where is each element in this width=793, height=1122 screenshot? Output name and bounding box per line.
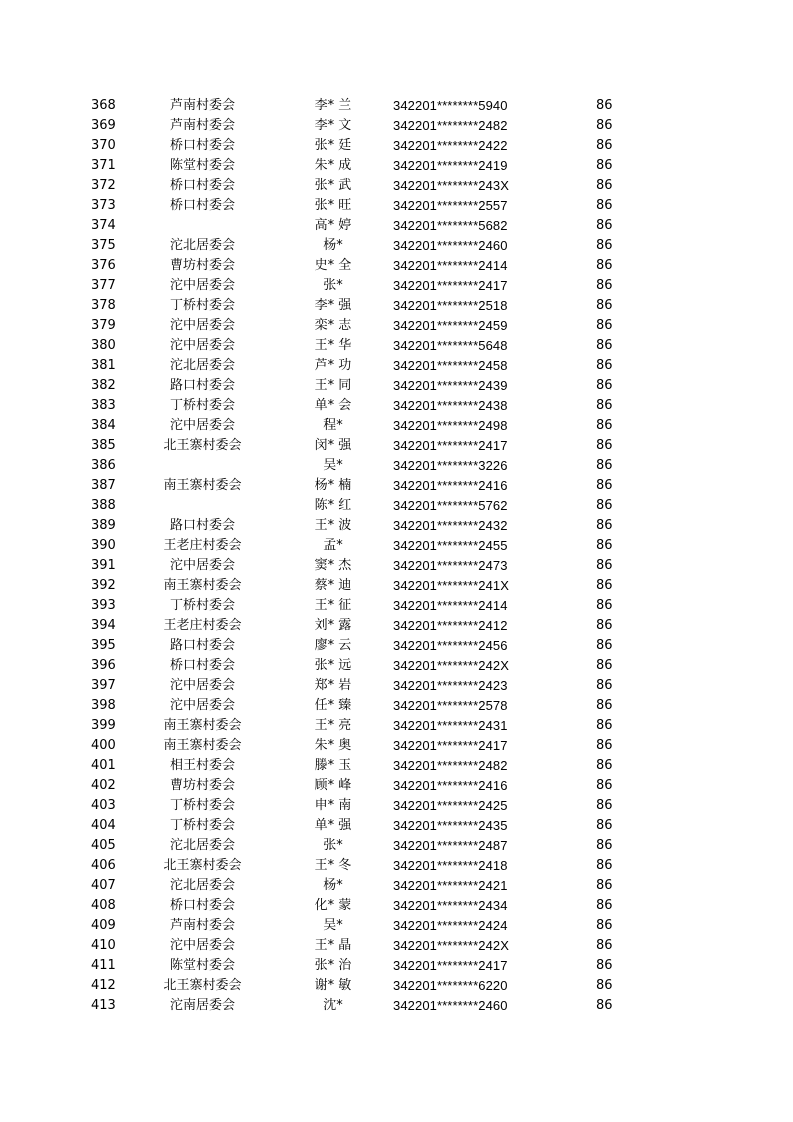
committee-name: 丁桥村委会 [169, 798, 235, 813]
id-number: 342201********2482 [393, 118, 508, 133]
id-number: 342201********2417 [393, 958, 508, 973]
row-number: 410 [91, 938, 116, 953]
id-number: 342201********2417 [393, 738, 508, 753]
committee-name: 桥口村委会 [169, 138, 235, 153]
score: 86 [596, 918, 613, 933]
row-number: 379 [91, 318, 116, 333]
id-number: 342201********5940 [393, 98, 508, 113]
score: 86 [596, 158, 613, 173]
row-number: 403 [91, 798, 116, 813]
id-number: 342201********2518 [393, 298, 508, 313]
person-name: 张* 廷 [314, 138, 352, 153]
committee-name: 沱北居委会 [169, 358, 235, 373]
committee-name: 沱北居委会 [169, 878, 235, 893]
score: 86 [596, 298, 613, 313]
committee-name: 桥口村委会 [169, 658, 235, 673]
score: 86 [596, 418, 613, 433]
score: 86 [596, 238, 613, 253]
table-row [0, 456, 793, 476]
row-number: 386 [91, 458, 116, 473]
person-name: 窦* 杰 [314, 558, 352, 573]
id-number: 342201********2455 [393, 538, 508, 553]
person-name: 任* 臻 [314, 698, 352, 713]
id-number: 342201********2438 [393, 398, 508, 413]
row-number: 376 [91, 258, 116, 273]
committee-name: 曹坊村委会 [169, 778, 235, 793]
committee-name: 王老庄村委会 [163, 538, 242, 553]
committee-name: 芦南村委会 [169, 918, 235, 933]
committee-name: 相王村委会 [169, 758, 235, 773]
table-row [0, 816, 793, 836]
table-row [0, 836, 793, 856]
committee-name: 王老庄村委会 [163, 618, 242, 633]
person-name: 孟* [323, 538, 343, 553]
id-number: 342201********2578 [393, 698, 508, 713]
id-number: 342201********242X [393, 938, 510, 953]
table-row [0, 496, 793, 516]
person-name: 史* 全 [314, 258, 352, 273]
id-number: 342201********2458 [393, 358, 508, 373]
table-row [0, 616, 793, 636]
row-number: 412 [91, 978, 116, 993]
person-name: 王* 华 [314, 338, 352, 353]
score: 86 [596, 858, 613, 873]
person-name: 王* 晶 [314, 938, 352, 953]
score: 86 [596, 818, 613, 833]
person-name: 杨* [323, 878, 343, 893]
table-row [0, 536, 793, 556]
row-number: 391 [91, 558, 116, 573]
committee-name: 芦南村委会 [169, 98, 235, 113]
row-number: 369 [91, 118, 116, 133]
row-number: 382 [91, 378, 116, 393]
person-name: 郑* 岩 [314, 678, 352, 693]
score: 86 [596, 278, 613, 293]
person-name: 刘* 露 [314, 618, 352, 633]
committee-name: 桥口村委会 [169, 198, 235, 213]
committee-name: 丁桥村委会 [169, 818, 235, 833]
committee-name: 沱中居委会 [169, 698, 235, 713]
person-name: 蔡* 迪 [314, 578, 352, 593]
committee-name: 南王寨村委会 [163, 578, 242, 593]
table-row [0, 916, 793, 936]
id-number: 342201********5762 [393, 498, 508, 513]
person-name: 申* 南 [314, 798, 352, 813]
id-number: 342201********2460 [393, 238, 508, 253]
table-row [0, 936, 793, 956]
table-row [0, 956, 793, 976]
row-number: 397 [91, 678, 116, 693]
row-number: 387 [91, 478, 116, 493]
id-number: 342201********2419 [393, 158, 508, 173]
person-name: 高* 婷 [314, 218, 352, 233]
score: 86 [596, 838, 613, 853]
row-number: 374 [91, 218, 116, 233]
id-number: 342201********2432 [393, 518, 508, 533]
person-name: 廖* 云 [314, 638, 352, 653]
row-number: 389 [91, 518, 116, 533]
score: 86 [596, 458, 613, 473]
id-number: 342201********2498 [393, 418, 508, 433]
row-number: 408 [91, 898, 116, 913]
score: 86 [596, 938, 613, 953]
row-number: 395 [91, 638, 116, 653]
row-number: 375 [91, 238, 116, 253]
table-row [0, 236, 793, 256]
table-row [0, 876, 793, 896]
table-row [0, 396, 793, 416]
table-row [0, 716, 793, 736]
row-number: 390 [91, 538, 116, 553]
row-number: 402 [91, 778, 116, 793]
score: 86 [596, 738, 613, 753]
id-number: 342201********2418 [393, 858, 508, 873]
table-row [0, 296, 793, 316]
table-row [0, 796, 793, 816]
score: 86 [596, 518, 613, 533]
score: 86 [596, 638, 613, 653]
person-name: 陈* 红 [314, 498, 352, 513]
person-name: 朱* 奥 [314, 738, 352, 753]
row-number: 377 [91, 278, 116, 293]
person-name: 程* [323, 418, 343, 433]
committee-name: 丁桥村委会 [169, 298, 235, 313]
row-number: 371 [91, 158, 116, 173]
row-number: 372 [91, 178, 116, 193]
row-number: 380 [91, 338, 116, 353]
committee-name: 丁桥村委会 [169, 598, 235, 613]
score: 86 [596, 798, 613, 813]
committee-name: 曹坊村委会 [169, 258, 235, 273]
table-row [0, 416, 793, 436]
id-number: 342201********2425 [393, 798, 508, 813]
person-name: 吴* [323, 918, 343, 933]
id-number: 342201********2435 [393, 818, 508, 833]
committee-name: 沱北居委会 [169, 238, 235, 253]
table-row [0, 276, 793, 296]
table-row [0, 316, 793, 336]
table-row [0, 976, 793, 996]
row-number: 413 [91, 998, 116, 1013]
score: 86 [596, 778, 613, 793]
committee-name: 路口村委会 [169, 518, 235, 533]
person-name: 杨* [323, 238, 343, 253]
score: 86 [596, 98, 613, 113]
score: 86 [596, 358, 613, 373]
person-name: 王* 同 [314, 378, 352, 393]
table-row [0, 356, 793, 376]
id-number: 342201********2414 [393, 258, 508, 273]
id-number: 342201********243X [393, 178, 510, 193]
person-name: 李* 文 [314, 118, 352, 133]
person-name: 张* [323, 838, 343, 853]
person-name: 闵* 强 [314, 438, 352, 453]
table-row [0, 756, 793, 776]
person-name: 谢* 敏 [314, 978, 352, 993]
person-name: 单* 会 [314, 398, 352, 413]
row-number: 393 [91, 598, 116, 613]
row-number: 406 [91, 858, 116, 873]
score: 86 [596, 718, 613, 733]
row-number: 411 [91, 958, 116, 973]
committee-name: 沱中居委会 [169, 558, 235, 573]
row-number: 398 [91, 698, 116, 713]
score: 86 [596, 538, 613, 553]
score: 86 [596, 898, 613, 913]
person-name: 单* 强 [314, 818, 352, 833]
person-name: 张* 旺 [314, 198, 352, 213]
committee-name: 北王寨村委会 [163, 438, 242, 453]
row-number: 404 [91, 818, 116, 833]
table-row [0, 676, 793, 696]
person-name: 芦* 功 [314, 358, 352, 373]
table-row [0, 196, 793, 216]
id-number: 342201********2421 [393, 878, 508, 893]
id-number: 342201********2456 [393, 638, 508, 653]
score: 86 [596, 178, 613, 193]
score: 86 [596, 878, 613, 893]
score: 86 [596, 198, 613, 213]
row-number: 396 [91, 658, 116, 673]
committee-name: 桥口村委会 [169, 178, 235, 193]
table-row [0, 336, 793, 356]
person-name: 王* 冬 [314, 858, 352, 873]
committee-name: 沱中居委会 [169, 278, 235, 293]
person-name: 顾* 峰 [314, 778, 352, 793]
table-row [0, 736, 793, 756]
score: 86 [596, 498, 613, 513]
id-number: 342201********242X [393, 658, 510, 673]
row-number: 378 [91, 298, 116, 313]
table-row [0, 96, 793, 116]
score: 86 [596, 378, 613, 393]
row-number: 399 [91, 718, 116, 733]
score: 86 [596, 318, 613, 333]
table-row [0, 896, 793, 916]
person-name: 王* 波 [314, 518, 352, 533]
id-number: 342201********2414 [393, 598, 508, 613]
row-number: 388 [91, 498, 116, 513]
score: 86 [596, 658, 613, 673]
score: 86 [596, 578, 613, 593]
table-row [0, 556, 793, 576]
score: 86 [596, 138, 613, 153]
committee-name: 沱中居委会 [169, 418, 235, 433]
id-number: 342201********241X [393, 578, 510, 593]
id-number: 342201********2460 [393, 998, 508, 1013]
table-row [0, 116, 793, 136]
committee-name: 沱北居委会 [169, 838, 235, 853]
table-row [0, 176, 793, 196]
table-row [0, 376, 793, 396]
table-row [0, 516, 793, 536]
score: 86 [596, 678, 613, 693]
table-row [0, 596, 793, 616]
row-number: 385 [91, 438, 116, 453]
id-number: 342201********2431 [393, 718, 508, 733]
row-number: 381 [91, 358, 116, 373]
score: 86 [596, 598, 613, 613]
person-name: 滕* 玉 [314, 758, 352, 773]
row-number: 400 [91, 738, 116, 753]
id-number: 342201********2416 [393, 478, 508, 493]
id-number: 342201********2482 [393, 758, 508, 773]
score: 86 [596, 698, 613, 713]
committee-name: 南王寨村委会 [163, 738, 242, 753]
table-row [0, 656, 793, 676]
committee-name: 沱中居委会 [169, 338, 235, 353]
person-name: 张* 治 [314, 958, 352, 973]
id-number: 342201********3226 [393, 458, 508, 473]
table-row [0, 156, 793, 176]
row-number: 394 [91, 618, 116, 633]
committee-name: 路口村委会 [169, 638, 235, 653]
table-row [0, 856, 793, 876]
row-number: 409 [91, 918, 116, 933]
row-number: 383 [91, 398, 116, 413]
score: 86 [596, 758, 613, 773]
table-row [0, 216, 793, 236]
score: 86 [596, 398, 613, 413]
table-row [0, 776, 793, 796]
id-number: 342201********2459 [393, 318, 508, 333]
person-name: 化* 蒙 [314, 898, 352, 913]
person-name: 李* 兰 [314, 98, 352, 113]
person-name: 朱* 成 [314, 158, 352, 173]
row-number: 384 [91, 418, 116, 433]
row-number: 407 [91, 878, 116, 893]
person-name: 李* 强 [314, 298, 352, 313]
row-number: 401 [91, 758, 116, 773]
id-number: 342201********5682 [393, 218, 508, 233]
table-row [0, 996, 793, 1016]
table-row [0, 696, 793, 716]
id-number: 342201********2487 [393, 838, 508, 853]
committee-name: 路口村委会 [169, 378, 235, 393]
person-name: 王* 征 [314, 598, 352, 613]
table-row [0, 636, 793, 656]
id-number: 342201********2424 [393, 918, 508, 933]
score: 86 [596, 558, 613, 573]
committee-name: 沱中居委会 [169, 678, 235, 693]
person-name: 张* 武 [314, 178, 352, 193]
score: 86 [596, 978, 613, 993]
score: 86 [596, 998, 613, 1013]
committee-name: 南王寨村委会 [163, 478, 242, 493]
committee-name: 芦南村委会 [169, 118, 235, 133]
score: 86 [596, 218, 613, 233]
id-number: 342201********2439 [393, 378, 508, 393]
committee-name: 桥口村委会 [169, 898, 235, 913]
score: 86 [596, 618, 613, 633]
id-number: 342201********5648 [393, 338, 508, 353]
person-name: 杨* 楠 [314, 478, 352, 493]
score: 86 [596, 438, 613, 453]
id-number: 342201********2412 [393, 618, 508, 633]
id-number: 342201********2416 [393, 778, 508, 793]
person-name: 吴* [323, 458, 343, 473]
roster-table [0, 96, 793, 1016]
committee-name: 沱中居委会 [169, 318, 235, 333]
person-name: 沈* [323, 998, 343, 1013]
table-row [0, 136, 793, 156]
table-row [0, 256, 793, 276]
person-name: 王* 亮 [314, 718, 352, 733]
row-number: 370 [91, 138, 116, 153]
id-number: 342201********6220 [393, 978, 508, 993]
table-row [0, 576, 793, 596]
person-name: 栾* 志 [314, 318, 352, 333]
id-number: 342201********2434 [393, 898, 508, 913]
committee-name: 北王寨村委会 [163, 978, 242, 993]
row-number: 368 [91, 98, 116, 113]
committee-name: 北王寨村委会 [163, 858, 242, 873]
committee-name: 陈堂村委会 [169, 158, 235, 173]
person-name: 张* [323, 278, 343, 293]
id-number: 342201********2417 [393, 438, 508, 453]
score: 86 [596, 338, 613, 353]
id-number: 342201********2473 [393, 558, 508, 573]
committee-name: 丁桥村委会 [169, 398, 235, 413]
table-row [0, 476, 793, 496]
id-number: 342201********2557 [393, 198, 508, 213]
id-number: 342201********2422 [393, 138, 508, 153]
score: 86 [596, 958, 613, 973]
committee-name: 沱中居委会 [169, 938, 235, 953]
id-number: 342201********2423 [393, 678, 508, 693]
committee-name: 陈堂村委会 [169, 958, 235, 973]
score: 86 [596, 478, 613, 493]
committee-name: 沱南居委会 [169, 998, 235, 1013]
table-row [0, 436, 793, 456]
score: 86 [596, 258, 613, 273]
row-number: 392 [91, 578, 116, 593]
id-number: 342201********2417 [393, 278, 508, 293]
committee-name: 南王寨村委会 [163, 718, 242, 733]
person-name: 张* 远 [314, 658, 352, 673]
row-number: 373 [91, 198, 116, 213]
row-number: 405 [91, 838, 116, 853]
score: 86 [596, 118, 613, 133]
